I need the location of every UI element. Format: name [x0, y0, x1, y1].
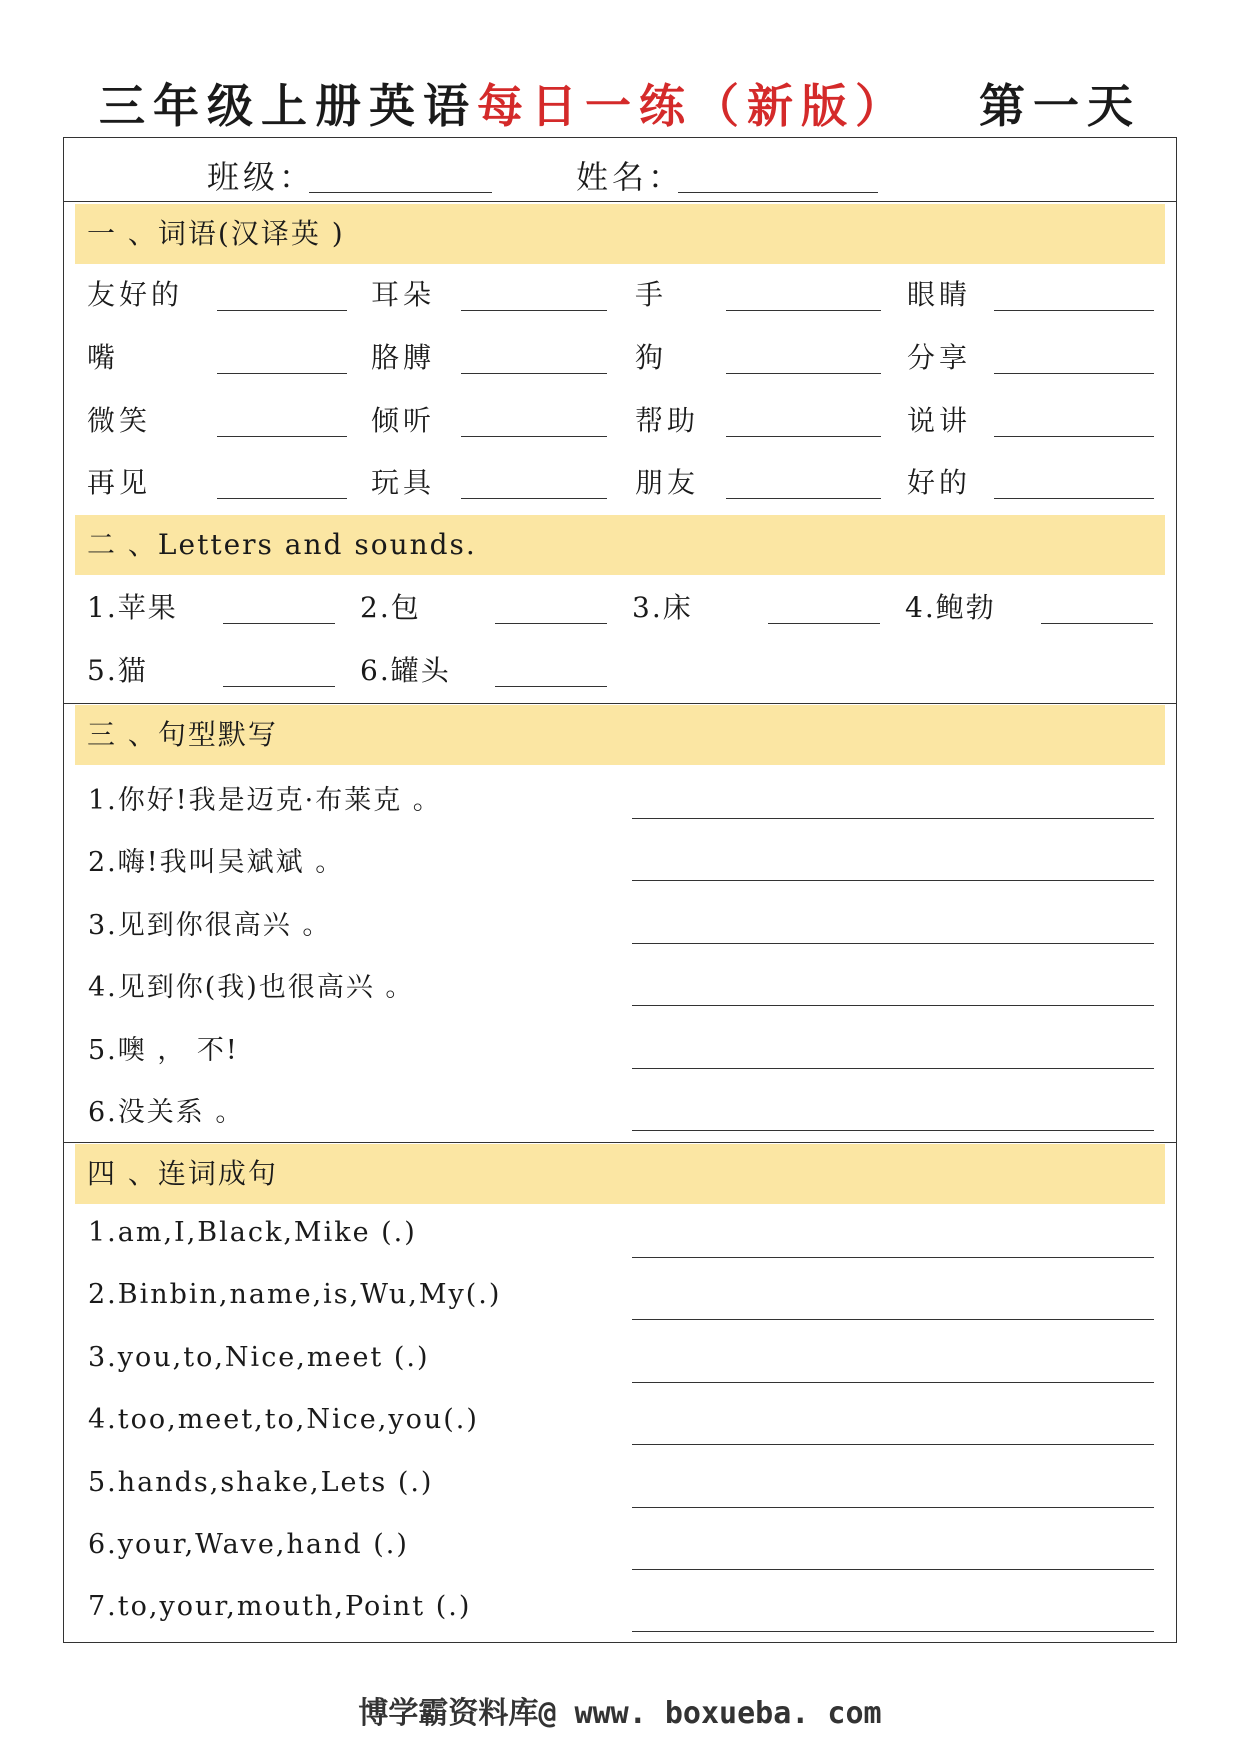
letters-row: [64, 641, 1176, 697]
name-label: 姓名：: [576, 158, 685, 196]
answer-line[interactable]: [632, 1068, 1154, 1069]
vocab-blank[interactable]: [217, 436, 347, 437]
dictation-prompt: 5.噢 ， 不!: [88, 1035, 239, 1066]
dictation-row: [64, 955, 1176, 1017]
vocab-word: 分享: [907, 341, 972, 374]
answer-line[interactable]: [632, 1631, 1154, 1632]
vocab-word: 再见: [87, 466, 152, 499]
vocab-row: [64, 391, 1176, 447]
vocab-blank[interactable]: [461, 373, 607, 374]
dictation-row: [64, 893, 1176, 955]
dictation-prompt: 2.嗨!我叫吴斌斌 。: [88, 847, 345, 878]
vocab-blank[interactable]: [217, 373, 347, 374]
vocab-blank[interactable]: [461, 436, 607, 437]
vocab-word: 友好的: [87, 278, 184, 311]
answer-line[interactable]: [632, 943, 1154, 944]
answer-line[interactable]: [632, 1319, 1154, 1320]
letters-blank[interactable]: [495, 623, 607, 624]
vocab-word: 微笑: [87, 404, 152, 437]
letters-blank[interactable]: [223, 686, 335, 687]
vocab-blank[interactable]: [994, 373, 1154, 374]
name-blank[interactable]: [678, 192, 878, 193]
letters-blank[interactable]: [223, 623, 335, 624]
letters-item: 1.苹果: [87, 591, 178, 624]
vocab-row: [64, 453, 1176, 509]
letters-blank[interactable]: [1041, 623, 1153, 624]
answer-line[interactable]: [632, 818, 1154, 819]
word-order-prompt: 7.to,your,mouth,Point (.): [88, 1591, 472, 1622]
dictation-row: [64, 768, 1176, 830]
vocab-blank[interactable]: [726, 373, 881, 374]
letters-blank[interactable]: [495, 686, 607, 687]
dictation-row: [64, 830, 1176, 892]
word-order-prompt: 5.hands,shake,Lets (.): [88, 1467, 434, 1498]
vocab-blank[interactable]: [994, 436, 1154, 437]
vocab-word: 朋友: [635, 466, 700, 499]
answer-line[interactable]: [632, 1130, 1154, 1131]
vocab-row: [64, 265, 1176, 321]
letters-blank[interactable]: [768, 623, 880, 624]
answer-line[interactable]: [632, 1382, 1154, 1383]
letters-item: 3.床: [632, 591, 693, 624]
vocab-word: 嘴: [87, 341, 120, 374]
dictation-prompt: 3.见到你很高兴 。: [88, 910, 332, 941]
divider: [64, 1142, 1176, 1143]
vocab-blank[interactable]: [726, 436, 881, 437]
title-grade: 三年级上册英语: [99, 79, 477, 133]
title-daily-practice: 每日一练（新版）: [477, 79, 909, 133]
letters-item: 5.猫: [87, 654, 148, 687]
vocab-blank[interactable]: [726, 310, 881, 311]
divider: [64, 703, 1176, 704]
word-order-row: [64, 1581, 1176, 1643]
section1-heading: 一 、词语(汉译英 ): [75, 204, 1165, 264]
vocab-word: 狗: [635, 341, 668, 374]
student-info-bar: [64, 138, 1176, 201]
dictation-prompt: 6.没关系 。: [88, 1097, 245, 1128]
dictation-row: [64, 1018, 1176, 1080]
word-order-prompt: 4.too,meet,to,Nice,you(.): [88, 1404, 479, 1435]
class-label: 班级：: [207, 158, 316, 196]
vocab-word: 手: [635, 278, 668, 311]
word-order-row: [64, 1269, 1176, 1331]
letters-item: 4.鲍勃: [905, 591, 996, 624]
vocab-blank[interactable]: [461, 498, 607, 499]
word-order-prompt: 1.am,I,Black,Mike (.): [88, 1217, 417, 1248]
word-order-prompt: 3.you,to,Nice,meet (.): [88, 1342, 430, 1373]
vocab-blank[interactable]: [217, 310, 347, 311]
vocab-word: 耳朵: [371, 278, 436, 311]
class-blank[interactable]: [309, 192, 492, 193]
dictation-row: [64, 1080, 1176, 1142]
word-order-row: [64, 1394, 1176, 1456]
divider: [64, 201, 1176, 202]
answer-line[interactable]: [632, 1005, 1154, 1006]
vocab-blank[interactable]: [994, 498, 1154, 499]
letters-row: [64, 578, 1176, 634]
answer-line[interactable]: [632, 1257, 1154, 1258]
vocab-word: 胳膊: [371, 341, 436, 374]
answer-line[interactable]: [632, 1444, 1154, 1445]
dictation-prompt: 1.你好!我是迈克·布莱克 。: [88, 785, 442, 816]
vocab-blank[interactable]: [217, 498, 347, 499]
vocab-word: 说讲: [907, 404, 972, 437]
vocab-word: 帮助: [635, 404, 700, 437]
vocab-blank[interactable]: [726, 498, 881, 499]
vocab-word: 好的: [907, 466, 972, 499]
vocab-word: 玩具: [371, 466, 436, 499]
vocab-blank[interactable]: [994, 310, 1154, 311]
section3-heading: 三 、句型默写: [75, 705, 1165, 765]
word-order-row: [64, 1332, 1176, 1394]
dictation-prompt: 4.见到你(我)也很高兴 。: [88, 972, 415, 1003]
word-order-row: [64, 1207, 1176, 1269]
section2-heading: 二 、Letters and sounds.: [75, 515, 1165, 575]
answer-line[interactable]: [632, 880, 1154, 881]
vocab-blank[interactable]: [461, 310, 607, 311]
title-day: 第一天: [979, 79, 1141, 133]
word-order-row: [64, 1457, 1176, 1519]
worksheet: [63, 137, 1177, 1643]
answer-line[interactable]: [632, 1569, 1154, 1570]
vocab-word: 倾听: [371, 404, 436, 437]
letters-item: 2.包: [360, 591, 421, 624]
page-title: [0, 70, 1240, 136]
watermark-footer: 博学霸资料库@ www. boxueba. com: [358, 1696, 882, 1731]
word-order-prompt: 2.Binbin,name,is,Wu,My(.): [88, 1279, 502, 1310]
letters-item: 6.罐头: [360, 654, 451, 687]
vocab-row: [64, 328, 1176, 384]
section4-heading: 四 、连词成句: [75, 1144, 1165, 1204]
answer-line[interactable]: [632, 1507, 1154, 1508]
word-order-prompt: 6.your,Wave,hand (.): [88, 1529, 409, 1560]
vocab-word: 眼睛: [907, 278, 972, 311]
word-order-row: [64, 1519, 1176, 1581]
